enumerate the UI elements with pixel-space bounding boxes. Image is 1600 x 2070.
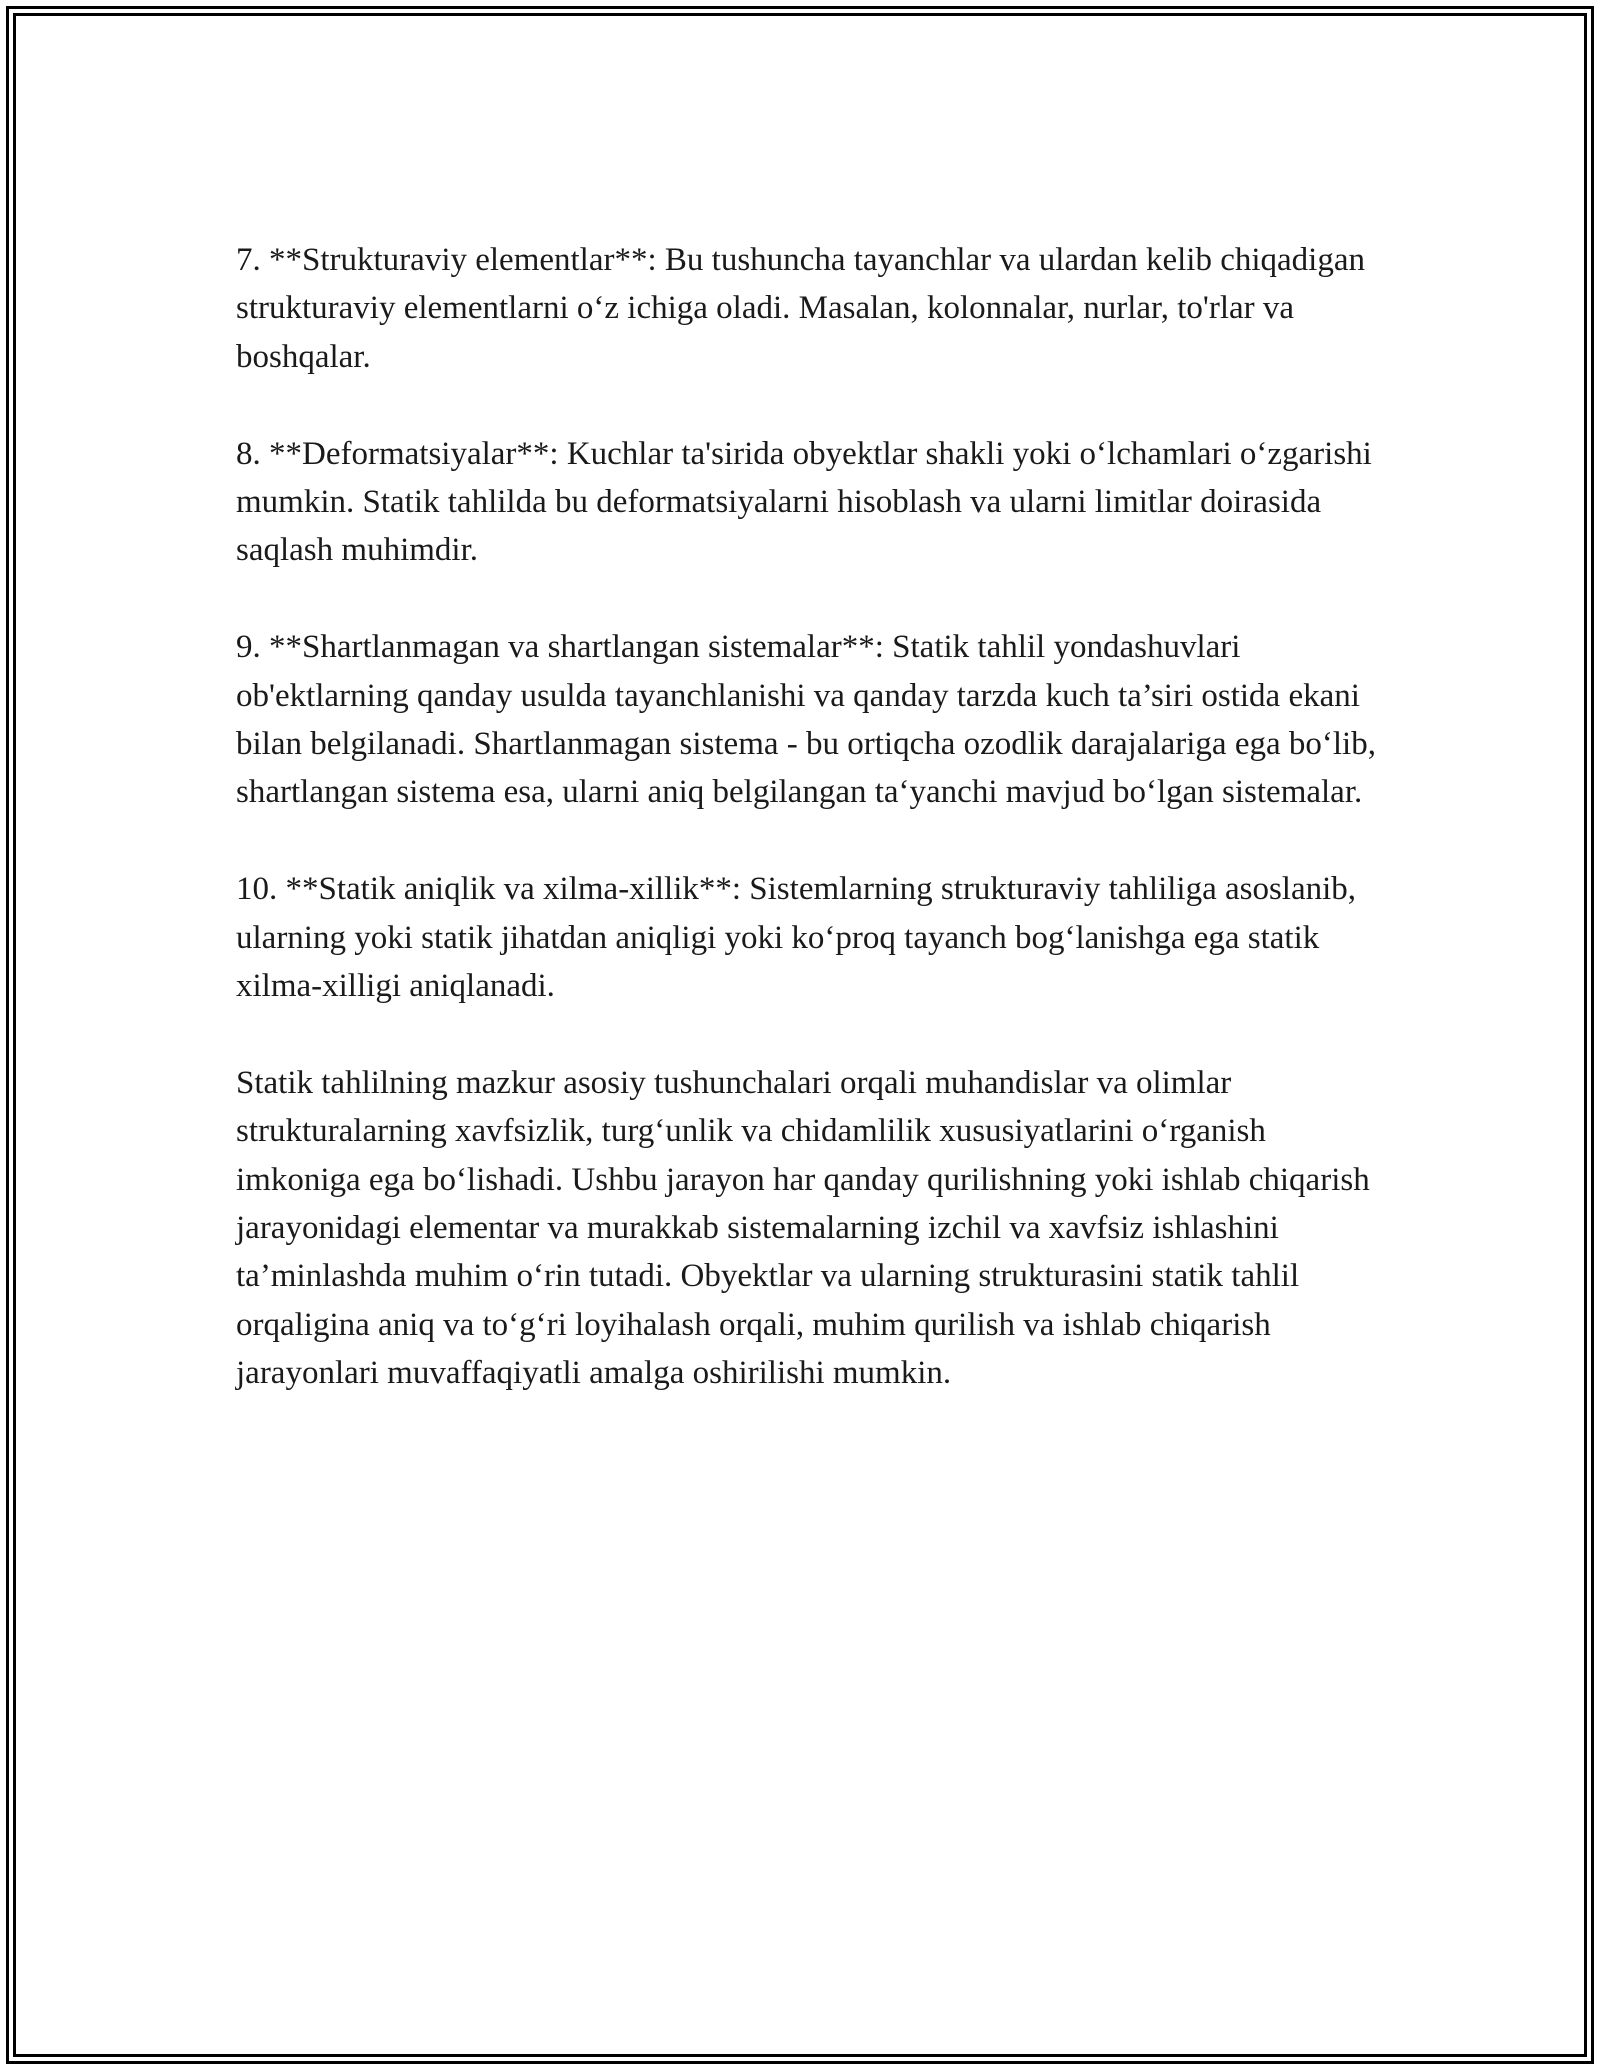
- paragraph-structural-elements: 7. **Strukturaviy elementlar**: Bu tushuncha tayanchlar va ulardan kelib chiqadigan strukturaviy elementlarni o‘z ichiga oladi. Masalan, kolonnalar, nurlar, to'rlar va boshqalar.: [236, 242, 1365, 375]
- document-body: [236, 236, 1376, 1446]
- paragraph-conclusion: Statik tahlilning mazkur asosiy tushunchalari orqali muhandislar va olimlar strukturalarning xavfsizlik, turg‘unlik va chidamlilik xususiyatlarini o‘rganish imkoniga ega bo‘lishadi. Ushbu jarayon har qanday qurilishning yoki ishlab chiqarish jarayonidagi elementar va murakkab sistemalarning izchil va xavfsiz ishlashini ta’minlashda muhim o‘rin tutadi. Obyektlar va ularning strukturasini statik tahlil orqaligina aniq va to‘g‘ri loyihalash orqali, muhim qurilish va ishlab chiqarish jarayonlari muvaffaqiyatli amalga oshirilishi mumkin.: [236, 1064, 1370, 1392]
- paragraph-static-determinacy: 10. **Statik aniqlik va xilma-xillik**: Sistemlarning strukturaviy tahliliga asoslanib, ularning yoki statik jihatdan aniqligi yoki ko‘proq tayanch bog‘lanishga ega statik xilma-xilligi aniqlanadi.: [236, 871, 1357, 1005]
- paragraph-systems: 9. **Shartlanmagan va shartlangan sistemalar**: Statik tahlil yondashuvlari ob'ektlarning qanday usulda tayanchlanishi va qanday tarzda kuch ta’siri ostida ekani bilan belgilanadi. Shartlanmagan sistema - bu ortiqcha ozodlik darajalariga ega bo‘lib, shartlangan sistema esa, ularni aniq belgilangan ta‘yanchi mavjud bo‘lgan sistemalar.: [236, 629, 1376, 811]
- paragraph-deformations: 8. **Deformatsiyalar**: Kuchlar ta'sirida obyektlar shakli yoki o‘lchamlari o‘zgarishi mumkin. Statik tahlilda bu deformatsiyalarni hisoblash va ularni limitlar doirasida saqlash muhimdir.: [236, 435, 1372, 569]
